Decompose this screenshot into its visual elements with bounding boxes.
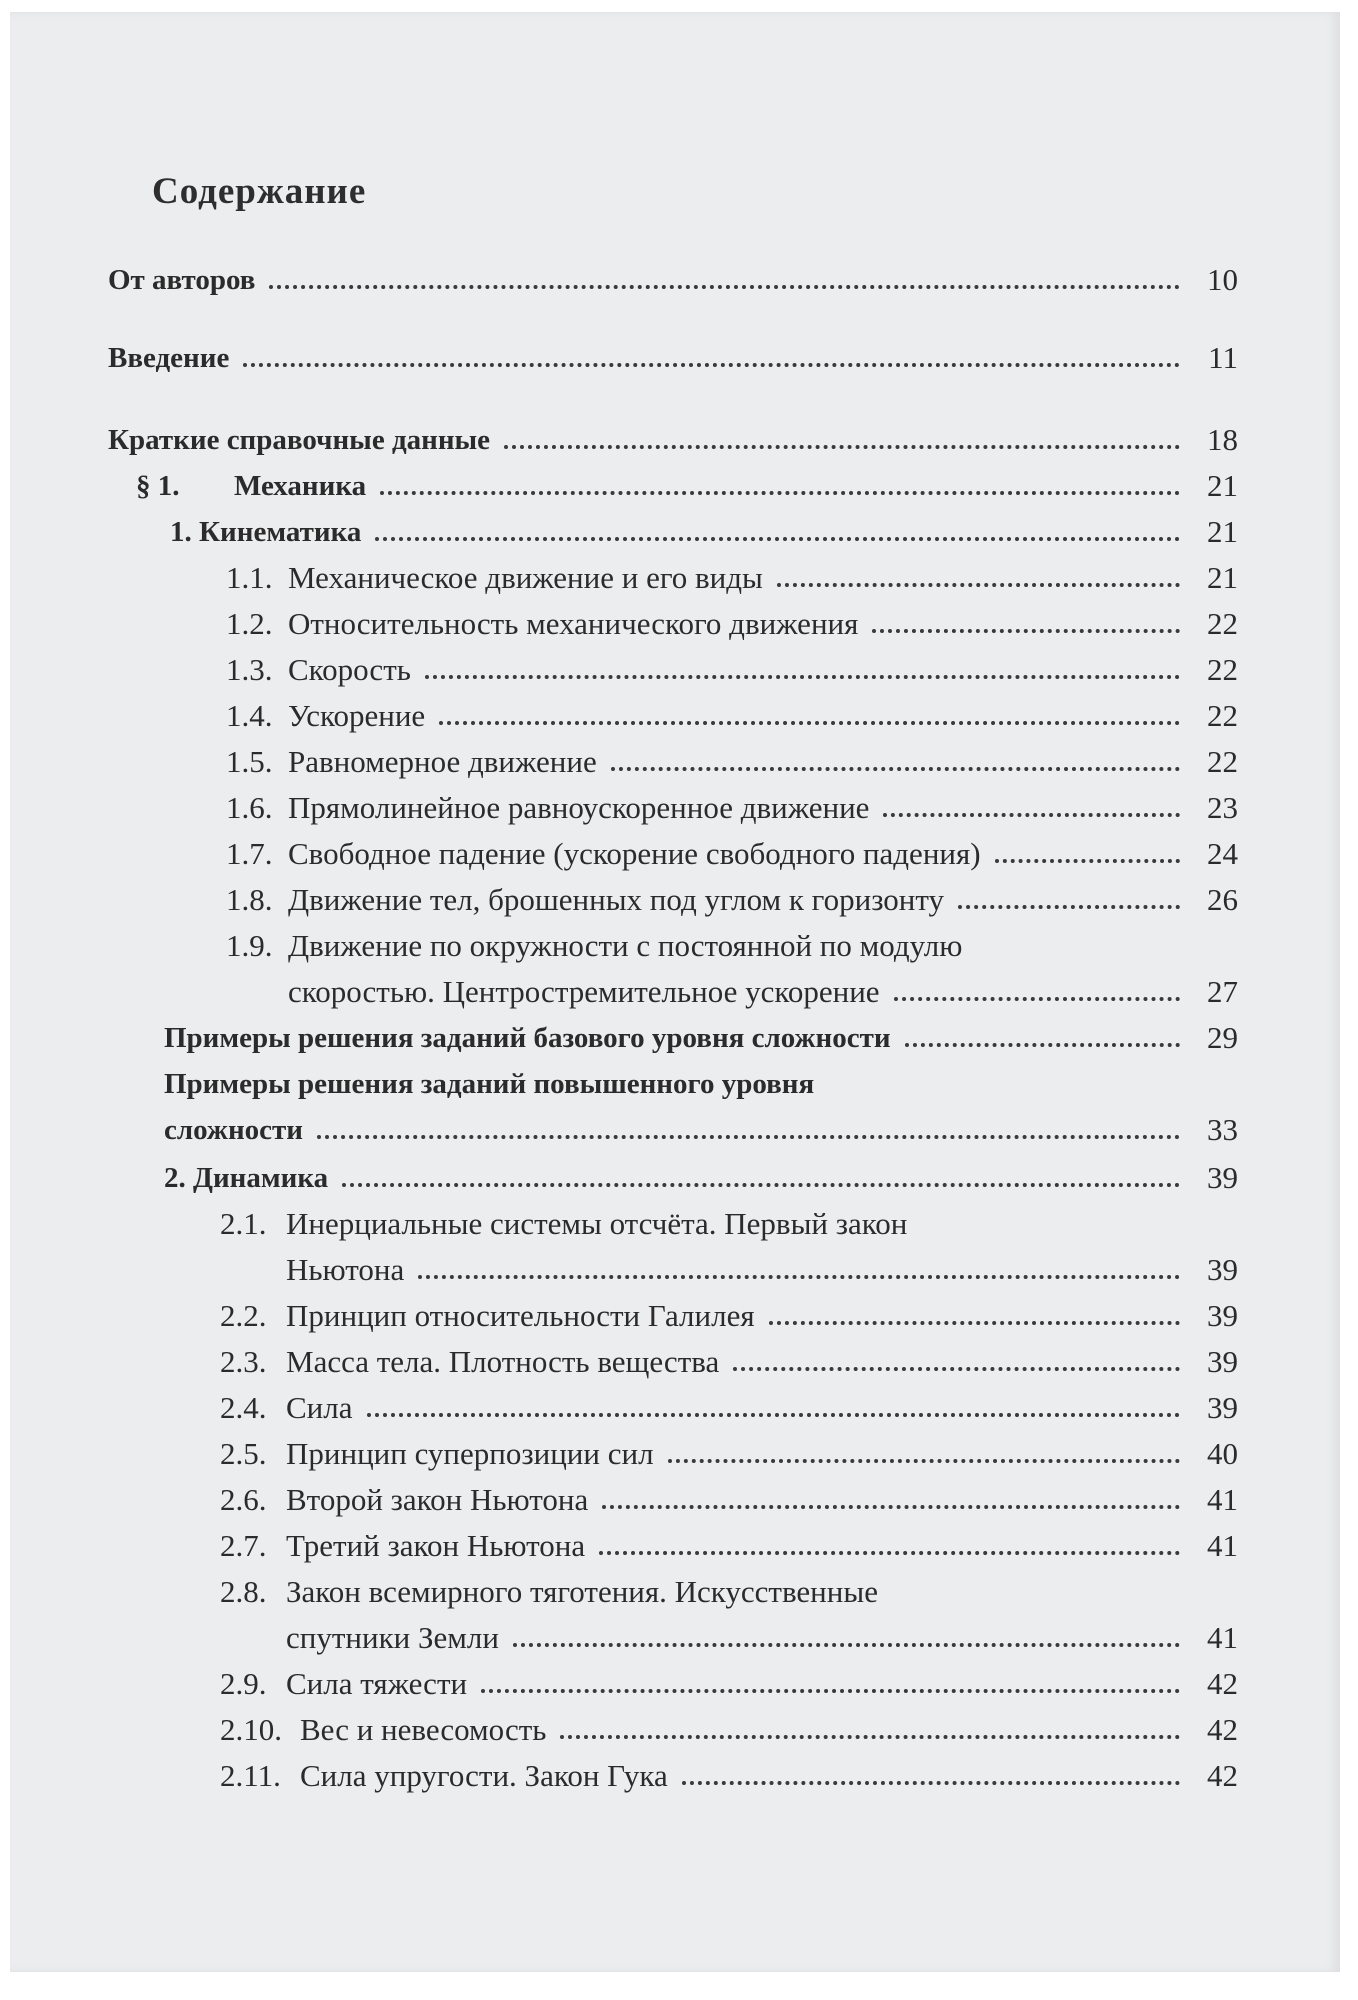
entry-title: Равномерное движение [288,744,597,779]
toc-entry-1-1[interactable] [226,560,1238,596]
dot-leader [733,1367,1180,1371]
section-number: § 1. [136,470,180,502]
dot-leader [958,905,1180,909]
toc-entry-authors[interactable] [108,262,1238,298]
toc-entry-dynamics[interactable] [164,1160,1238,1196]
page-number: 22 [1207,744,1238,779]
page-title: Содержание [152,171,367,212]
entry-title: От авторов [108,264,256,296]
entry-title: Сила тяжести [286,1666,468,1701]
toc-entry-2-8-line1[interactable] [220,1574,878,1610]
toc-entry-1-9[interactable] [288,974,1238,1010]
section-number: 1.6. [226,790,273,825]
dot-leader [872,629,1180,633]
entry-title-continued: сложности [164,1114,303,1146]
section-number: 2.4. [220,1390,267,1425]
dot-leader [995,859,1180,863]
section-number: 2.2. [220,1298,267,1333]
toc-entry-1-5[interactable] [226,744,1238,780]
page-number: 42 [1207,1666,1238,1701]
entry-title-continued: Ньютона [286,1252,405,1287]
entry-title: 2. Динамика [164,1162,329,1194]
dot-leader [439,721,1180,725]
page-number: 41 [1207,1620,1238,1655]
page-number: 10 [1207,262,1238,297]
entry-title: Краткие справочные данные [108,424,491,456]
toc-entry-1-3[interactable] [226,652,1238,688]
section-number: 1.1. [226,560,273,595]
toc-entry-2-6[interactable] [220,1482,1238,1518]
section-number: 2.3. [220,1344,267,1379]
section-number: 1.7. [226,836,273,871]
page-number: 21 [1207,560,1238,595]
toc-entry-examples-advanced[interactable] [164,1112,1238,1148]
entry-title: Инерциальные системы отсчёта. Первый закон [286,1206,908,1241]
section-number: 1.3. [226,652,273,687]
toc-entry-1-2[interactable] [226,606,1238,642]
dot-leader [513,1643,1180,1647]
toc-entry-mechanics[interactable] [136,468,1238,504]
entry-title: Ускорение [288,698,426,733]
toc-entry-intro[interactable] [108,340,1238,376]
section-number: 1.9. [226,928,273,963]
page-number: 39 [1207,1298,1238,1333]
section-number: 2.8. [220,1574,267,1609]
page-number: 41 [1207,1528,1238,1563]
toc-entry-2-5[interactable] [220,1436,1238,1472]
toc-entry-1-4[interactable] [226,698,1238,734]
section-number: 2.10. [220,1712,282,1747]
dot-leader [599,1551,1180,1555]
toc-entry-1-9-line1[interactable] [226,928,962,964]
entry-title: Скорость [288,652,411,687]
dot-leader [243,363,1180,367]
page-number: 40 [1207,1436,1238,1471]
toc-entry-2-4[interactable] [220,1390,1238,1426]
page-number: 39 [1207,1390,1238,1425]
section-number: 2.7. [220,1528,267,1563]
dot-leader [418,1275,1180,1279]
toc-entry-reference[interactable] [108,422,1238,458]
toc-entry-1-7[interactable] [226,836,1238,872]
dot-leader [269,285,1180,289]
dot-leader [769,1321,1180,1325]
dot-leader [380,491,1180,495]
page-number: 39 [1207,1160,1238,1195]
dot-leader [883,813,1180,817]
entry-title: Механическое движение и его виды [288,560,763,595]
entry-title: Движение тел, брошенных под углом к горизонту [288,882,945,917]
entry-title: Примеры решения заданий базового уровня сложности [164,1022,891,1054]
toc-entry-2-9[interactable] [220,1666,1238,1702]
section-number: 1.8. [226,882,273,917]
dot-leader [602,1505,1180,1509]
entry-title: Закон всемирного тяготения. Искусственные [286,1574,878,1609]
page-number: 29 [1207,1020,1238,1055]
dot-leader [375,537,1180,541]
toc-entry-2-1[interactable] [286,1252,1238,1288]
entry-title: Масса тела. Плотность вещества [286,1344,720,1379]
section-number: 2.5. [220,1436,267,1471]
entry-title: Примеры решения заданий повышенного уровня [164,1068,815,1100]
entry-title-continued: скоростью. Центростремительное ускорение [288,974,880,1009]
page-number: 23 [1207,790,1238,825]
page-number: 42 [1207,1712,1238,1747]
toc-entry-2-8[interactable] [286,1620,1238,1656]
toc-entry-examples-advanced-line1[interactable] [164,1066,814,1102]
section-number: 2.1. [220,1206,267,1241]
entry-title: 1. Кинематика [170,516,362,548]
dot-leader [425,675,1180,679]
page-number: 33 [1207,1112,1238,1147]
dot-leader [481,1689,1180,1693]
section-number: 2.6. [220,1482,267,1517]
dot-leader [504,445,1180,449]
page-number: 27 [1207,974,1238,1009]
dot-leader [905,1043,1180,1047]
entry-title: Движение по окружности с постоянной по модулю [288,928,963,963]
toc-entry-2-7[interactable] [220,1528,1238,1564]
section-number: 1.4. [226,698,273,733]
section-number: 1.5. [226,744,273,779]
toc-entry-2-1-line1[interactable] [220,1206,907,1242]
page-number: 22 [1207,698,1238,733]
entry-title: Свободное падение (ускорение свободного падения) [288,836,981,871]
dot-leader [611,767,1180,771]
dot-leader [560,1735,1180,1739]
page-number: 41 [1207,1482,1238,1517]
entry-title: Третий закон Ньютона [286,1528,586,1563]
page-number: 42 [1207,1758,1238,1793]
page-number: 22 [1207,606,1238,641]
entry-title: Сила упругости. Закон Гука [300,1758,668,1793]
page-number: 21 [1207,514,1238,549]
entry-title: Вес и невесомость [300,1712,547,1747]
dot-leader [342,1183,1180,1187]
dot-leader [682,1781,1180,1785]
dot-leader [668,1459,1180,1463]
page-number: 21 [1207,468,1238,503]
toc-entry-2-11[interactable] [220,1758,1238,1794]
entry-title: Принцип суперпозиции сил [286,1436,654,1471]
dot-leader [367,1413,1181,1417]
toc-entry-1-8[interactable] [226,882,1238,918]
section-number: 1.2. [226,606,273,641]
entry-title-continued: спутники Земли [286,1620,499,1655]
dot-leader [317,1135,1180,1139]
toc-entry-2-3[interactable] [220,1344,1238,1380]
entry-title: Прямолинейное равноускоренное движение [288,790,870,825]
section-number: 2.9. [220,1666,267,1701]
page-number: 22 [1207,652,1238,687]
page-number: 24 [1207,836,1238,871]
page-number: 39 [1207,1252,1238,1287]
page-number: 11 [1208,340,1238,375]
toc-entry-2-2[interactable] [220,1298,1238,1334]
entry-title: Принцип относительности Галилея [286,1298,755,1333]
toc-entry-examples-basic[interactable] [164,1020,1238,1056]
entry-title: Относительность механического движения [288,606,859,641]
entry-title: Сила [286,1390,353,1425]
entry-title: Механика [234,470,367,502]
page-number: 26 [1207,882,1238,917]
entry-title: Введение [108,342,230,374]
toc-entry-1-6[interactable] [226,790,1238,826]
toc-entry-2-10[interactable] [220,1712,1238,1748]
page-number: 39 [1207,1344,1238,1379]
section-number: 2.11. [220,1758,281,1793]
dot-leader [777,583,1180,587]
page-number: 18 [1207,422,1238,457]
entry-title: Второй закон Ньютона [286,1482,589,1517]
dot-leader [894,997,1180,1001]
toc-entry-kinematics[interactable] [170,514,1238,550]
